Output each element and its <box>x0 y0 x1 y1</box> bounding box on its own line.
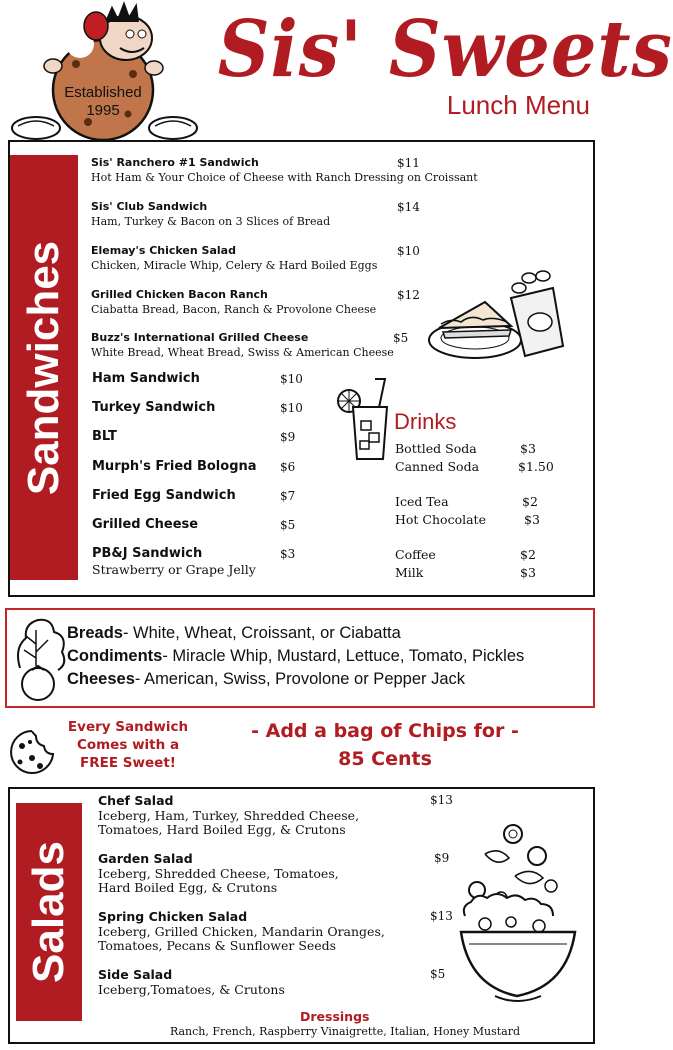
menu-item-name: Sis' Club Sandwich <box>91 200 208 213</box>
menu-item-price: $13 <box>430 793 453 807</box>
menu-item-desc: Ham, Turkey & Bacon on 3 Slices of Bread <box>91 215 331 228</box>
drink-price: $2 <box>522 494 538 509</box>
drink-name: Bottled Soda <box>395 441 477 456</box>
menu-item-name: Murph's Fried Bologna <box>92 459 257 474</box>
breads-text: - White, Wheat, Croissant, or Ciabatta <box>122 624 401 642</box>
promo-line: 85 Cents <box>338 748 432 770</box>
salad-bowl-icon <box>455 820 583 1020</box>
cheeses-label: Cheeses <box>67 670 135 688</box>
drink-name: Iced Tea <box>395 494 449 509</box>
menu-item-name: Grilled Cheese <box>92 517 199 532</box>
drink-name: Coffee <box>395 547 436 562</box>
menu-item-desc: Strawberry or Grape Jelly <box>92 562 256 577</box>
menu-item-desc: Iceberg, Grilled Chicken, Mandarin Oranges, <box>98 924 385 939</box>
logo-year-text: 1995 <box>86 102 120 119</box>
menu-item-desc: Ciabatta Bread, Bacon, Ranch & Provolone Cheese <box>91 303 377 316</box>
menu-item-desc: Hot Ham & Your Choice of Cheese with Ranch Dressing on Croissant <box>91 171 478 184</box>
condiments-text: - Miracle Whip, Mustard, Lettuce, Tomato, Pickles <box>162 647 525 665</box>
free-sweet-promo <box>48 718 208 772</box>
menu-item-desc: Tomatoes, Pecans & Sunflower Seeds <box>98 938 337 953</box>
menu-item-price: $9 <box>280 430 296 444</box>
cheeses-line <box>67 670 465 689</box>
menu-item-price: $5 <box>280 518 296 532</box>
promo-line: - Add a bag of Chips for - <box>251 720 519 742</box>
menu-subtitle: Lunch Menu <box>446 90 590 120</box>
menu-item-price: $6 <box>280 460 296 474</box>
menu-item-name: Side Salad <box>98 967 173 982</box>
sandwiches-banner-label: Sandwiches <box>19 240 68 495</box>
cheeses-text: - American, Swiss, Provolone or Pepper Jack <box>134 670 466 688</box>
promo-line: FREE Sweet! <box>80 755 176 771</box>
menu-item-name: Spring Chicken Salad <box>98 909 248 924</box>
menu-item-desc: Iceberg, Ham, Turkey, Shredded Cheese, <box>98 808 360 823</box>
menu-item-desc: Iceberg,Tomatoes, & Crutons <box>98 982 285 997</box>
promo-line: Comes with a <box>76 737 180 753</box>
sandwich-chips-icon <box>425 268 567 373</box>
menu-item-desc: Chicken, Miracle Whip, Celery & Hard Boiled Eggs <box>91 259 378 272</box>
menu-item-price: $10 <box>280 401 303 415</box>
menu-item-price: $10 <box>280 372 303 386</box>
drink-price: $3 <box>520 441 536 456</box>
drink-price: $1.50 <box>518 459 554 474</box>
salads-banner <box>16 803 82 1021</box>
menu-item-price: $10 <box>397 244 420 258</box>
menu-item-name: BLT <box>92 429 117 444</box>
breads-line <box>67 624 401 643</box>
lettuce-tomato-icon <box>12 614 66 704</box>
menu-item-desc: White Bread, Wheat Bread, Swiss & American Cheese <box>91 346 394 359</box>
menu-item-price: $13 <box>430 909 453 923</box>
menu-item-desc: Tomatoes, Hard Boiled Egg, & Crutons <box>98 822 346 837</box>
restaurant-title: Sis' Sweets <box>217 4 673 95</box>
menu-item-name: Turkey Sandwich <box>92 400 216 415</box>
menu-item-name: Grilled Chicken Bacon Ranch <box>91 288 268 301</box>
menu-item-name: Sis' Ranchero #1 Sandwich <box>91 156 259 169</box>
cookie-mascot-icon <box>8 4 198 144</box>
drink-name: Milk <box>395 565 424 580</box>
menu-item-name: Ham Sandwich <box>92 371 200 386</box>
menu-item-name: Garden Salad <box>98 851 193 866</box>
drink-price: $2 <box>520 547 536 562</box>
condiments-label: Condiments <box>67 647 163 665</box>
salads-banner-label: Salads <box>24 841 73 983</box>
menu-item-desc: Iceberg, Shredded Cheese, Tomatoes, <box>98 866 339 881</box>
menu-item-name: Fried Egg Sandwich <box>92 488 236 503</box>
menu-item-price: $3 <box>280 547 296 561</box>
promo-line: Every Sandwich <box>67 719 189 735</box>
drink-name: Hot Chocolate <box>395 512 486 527</box>
chips-promo <box>235 717 535 773</box>
dressings-title: Dressings <box>300 1009 370 1024</box>
logo-established-text: Established <box>64 84 142 101</box>
menu-item-name: PB&J Sandwich <box>92 546 203 561</box>
drink-price: $3 <box>520 565 536 580</box>
condiments-line <box>67 647 524 666</box>
menu-item-price: $9 <box>434 851 450 865</box>
menu-item-price: $7 <box>280 489 296 503</box>
drinks-title: Drinks <box>394 409 457 434</box>
menu-item-name: Elemay's Chicken Salad <box>91 244 236 257</box>
menu-item-price: $14 <box>397 200 420 214</box>
drink-name: Canned Soda <box>395 459 480 474</box>
menu-item-price: $11 <box>397 156 420 170</box>
menu-item-name: Buzz's International Grilled Cheese <box>91 331 309 344</box>
menu-item-desc: Hard Boiled Egg, & Crutons <box>98 880 278 895</box>
menu-item-price: $5 <box>393 331 409 345</box>
menu-item-price: $12 <box>397 288 420 302</box>
dressings-list: Ranch, French, Raspberry Vinaigrette, Italian, Honey Mustard <box>169 1025 521 1038</box>
sandwiches-banner <box>10 155 78 580</box>
cookie-mascot-logo <box>8 4 198 144</box>
menu-item-price: $5 <box>430 967 446 981</box>
breads-label: Breads <box>67 624 123 642</box>
drink-price: $3 <box>524 512 540 527</box>
iced-drink-icon <box>335 377 397 463</box>
menu-item-name: Chef Salad <box>98 793 174 808</box>
